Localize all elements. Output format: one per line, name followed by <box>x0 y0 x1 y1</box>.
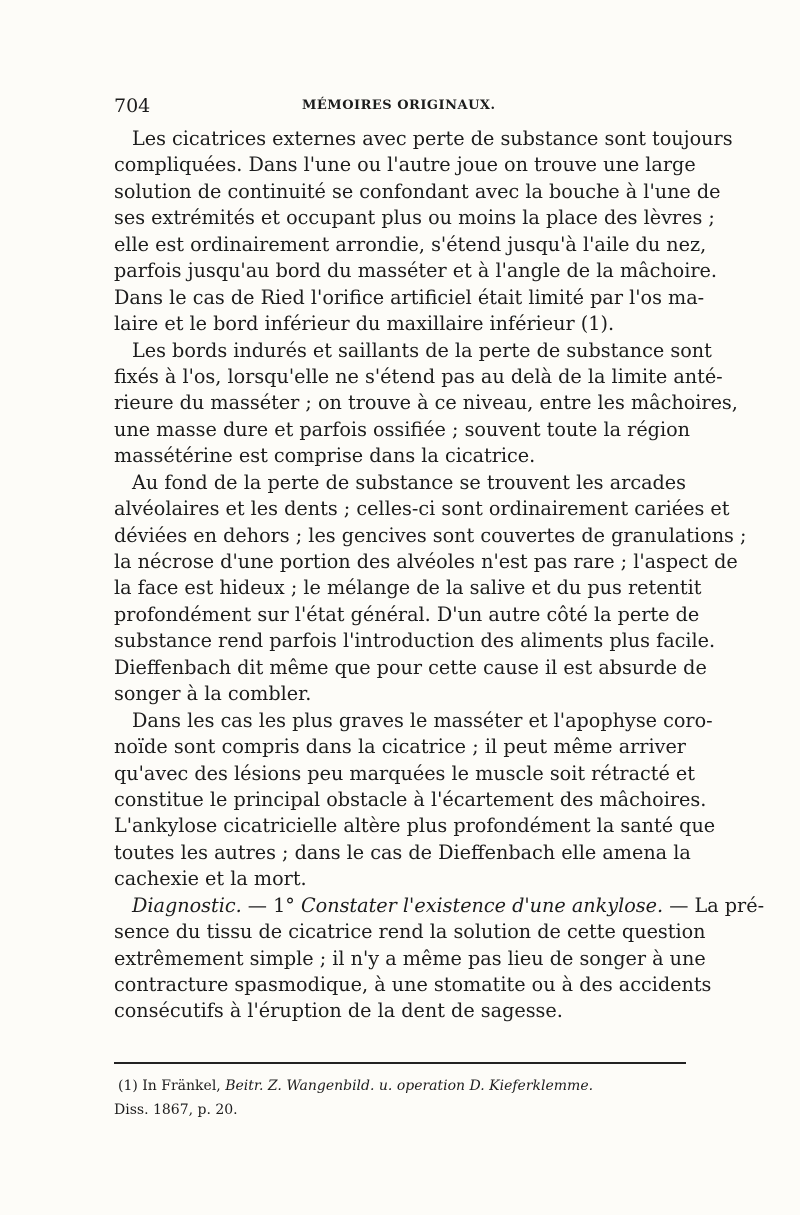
diagnostic-line-rest: — La pré- <box>663 893 765 917</box>
running-title: MÉMOIRES ORIGINAUX. <box>302 98 496 113</box>
footnote-divider <box>114 1062 686 1064</box>
text-line: rieure du masséter ; on trouve à ce niveau, entre les mâchoires, <box>114 391 738 415</box>
text-line: la face est hideux ; le mélange de la salive et du pus retentit <box>114 576 702 600</box>
text-line: elle est ordinairement arrondie, s'étend jusqu'à l'aile du nez, <box>114 232 707 256</box>
footnote-line: Diss. 1867, p. 20. <box>114 1102 238 1118</box>
text-line: compliquées. Dans l'une ou l'autre joue on trouve une large <box>114 153 696 177</box>
text-line: alvéolaires et les dents ; celles-ci sont ordinairement cariées et <box>114 497 730 521</box>
text-line: Dieffenbach dit même que pour cette cause il est absurde de <box>114 655 707 679</box>
text-line: qu'avec des lésions peu marquées le muscle soit rétracté et <box>114 761 696 785</box>
text-line: fixés à l'os, lorsqu'elle ne s'étend pas au delà de la limite anté- <box>114 364 723 388</box>
text-line: contracture spasmodique, à une stomatite ou à des accidents <box>114 973 712 996</box>
body-text <box>114 126 765 1025</box>
text-line: solution de continuité se confondant avec la bouche à l'une de <box>114 179 721 203</box>
text-line: laire et le bord inférieur du maxillaire inférieur (1). <box>114 312 615 336</box>
text-line: profondément sur l'état général. D'un autre côté la perte de <box>114 602 700 626</box>
text-line: massétérine est comprise dans la cicatrice. <box>114 444 536 468</box>
text-line: songer à la combler. <box>114 682 312 706</box>
diagnostic-heading-line <box>114 893 765 919</box>
text-line: extrêmement simple ; il n'y a même pas lieu de songer à une <box>114 946 706 970</box>
text-line: substance rend parfois l'introduction des aliments plus facile. <box>114 629 716 653</box>
text-line: Au fond de la perte de substance se trouvent les arcades <box>132 470 686 494</box>
diagnostic-numbering: — 1° <box>241 893 301 917</box>
text-line: une masse dure et parfois ossifiée ; souvent toute la région <box>114 417 690 441</box>
footnote <box>114 1074 686 1122</box>
text-line: L'ankylose cicatricielle altère plus profondément la santé que <box>114 814 716 838</box>
text-line: Les bords indurés et saillants de la perte de substance sont <box>132 338 712 362</box>
page-number: 704 <box>114 95 151 117</box>
diagnostic-subtitle: Constater l'existence d'une ankylose. <box>301 893 664 917</box>
text-line: toutes les autres ; dans le cas de Dieffenbach elle amena la <box>114 840 691 864</box>
footnote-prefix: (1) In Fränkel, <box>118 1078 226 1094</box>
footnote-line <box>114 1074 686 1098</box>
text-line: la nécrose d'une portion des alvéoles n'est pas rare ; l'aspect de <box>114 550 738 573</box>
text-line: Dans les cas les plus graves le masséter et l'apophyse coro- <box>132 708 713 732</box>
text-line: parfois jusqu'au bord du masséter et à l'angle de la mâchoire. <box>114 259 717 283</box>
text-line: Dans le cas de Ried l'orifice artificiel était limité par l'os ma- <box>114 285 705 309</box>
text-line: consécutifs à l'éruption de la dent de sagesse. <box>114 999 563 1023</box>
text-line: déviées en dehors ; les gencives sont couvertes de granulations ; <box>114 523 747 547</box>
text-line: noïde sont compris dans la cicatrice ; il peut même arriver <box>114 735 686 759</box>
text-line: ses extrémités et occupant plus ou moins la place des lèvres ; <box>114 206 715 230</box>
diagnostic-label: Diagnostic. <box>132 893 242 917</box>
text-line: sence du tissu de cicatrice rend la solution de cette question <box>114 920 706 944</box>
footnote-citation: Beitr. Z. Wangenbild. u. operation D. Kieferklemme. <box>225 1078 594 1094</box>
page-header <box>114 95 686 123</box>
text-line: Les cicatrices externes avec perte de substance sont toujours <box>132 127 733 150</box>
text-line: constitue le principal obstacle à l'écartement des mâchoires. <box>114 787 707 811</box>
text-line: cachexie et la mort. <box>114 867 307 891</box>
